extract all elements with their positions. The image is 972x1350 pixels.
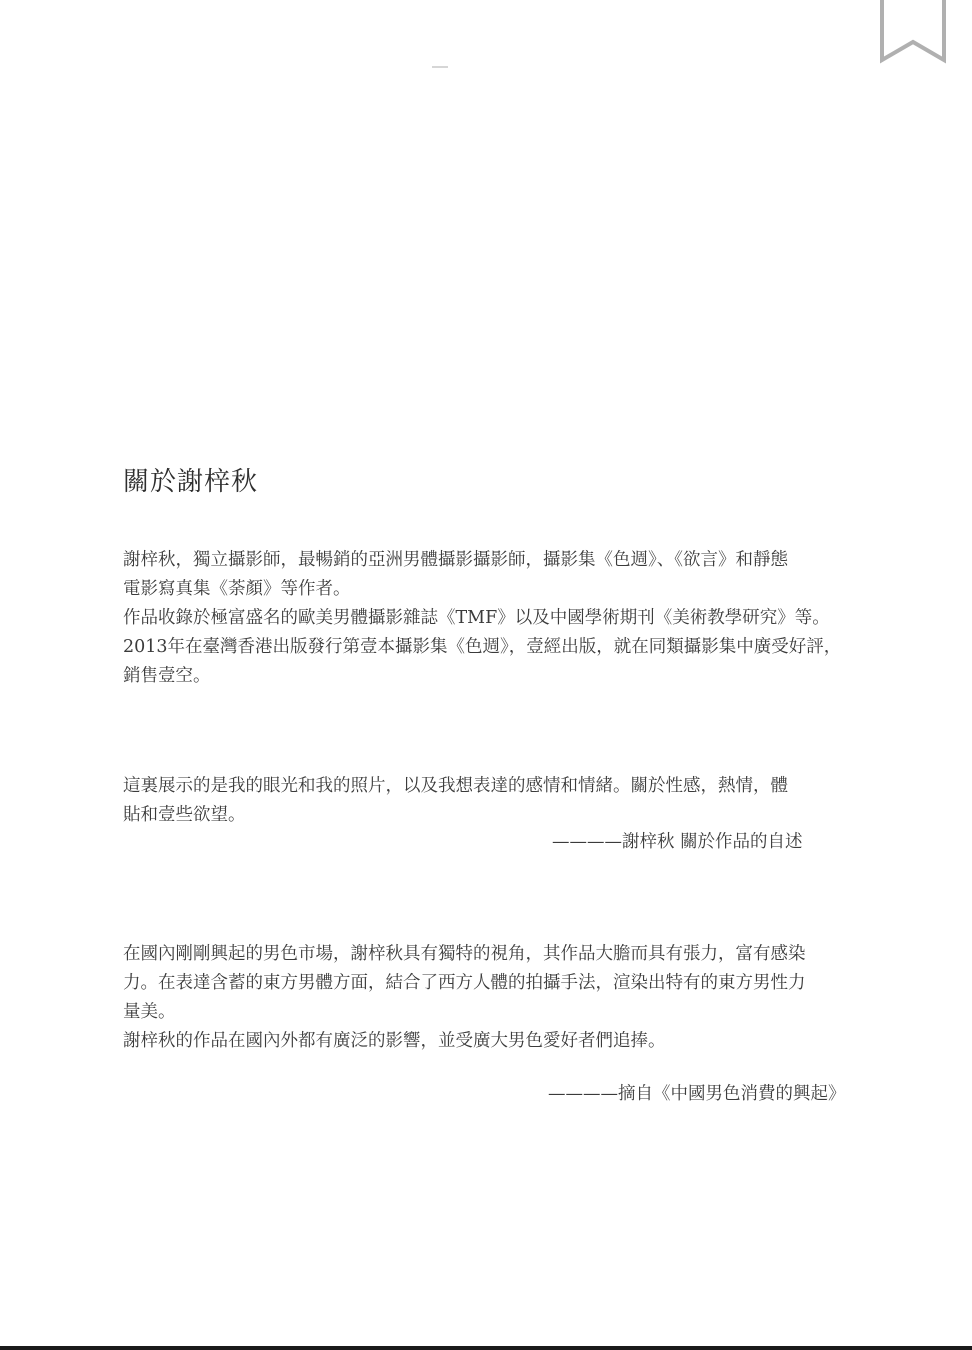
bio-paragraph: [123, 546, 851, 691]
bio-line: 2013年在臺灣香港出版發行第壹本攝影集《色週》，壹經出版，就在同類攝影集中廣受好評，: [123, 637, 842, 657]
page-title: 關於謝梓秋: [123, 467, 259, 497]
bookmark-icon[interactable]: [878, 0, 948, 64]
review-line: 在國內剛剛興起的男色市場，謝梓秋具有獨特的視角，其作品大膽而具有張力，富有感染: [123, 944, 806, 964]
review-attribution: ————摘自《中國男色消費的興起》: [548, 1084, 846, 1104]
review-line: 謝梓秋的作品在國內外都有廣泛的影響，並受廣大男色愛好者們追捧。: [123, 1031, 666, 1051]
decorative-mark: [432, 66, 448, 68]
review-paragraph: [123, 940, 851, 1056]
bio-line: 謝梓秋，獨立攝影師，最暢銷的亞洲男體攝影攝影師，攝影集《色週》、《欲言》和靜態: [123, 550, 788, 570]
quote-paragraph: [123, 772, 851, 830]
review-line: 量美。: [123, 1002, 176, 1022]
review-line: 力。在表達含蓄的東方男體方面，結合了西方人體的拍攝手法，渲染出特有的東方男性力: [123, 973, 806, 993]
bio-line: 作品收錄於極富盛名的歐美男體攝影雜誌《TMF》以及中國學術期刊《美術教學研究》等。: [123, 608, 830, 628]
bio-line: 銷售壹空。: [123, 666, 211, 686]
quote-line: 這裏展示的是我的眼光和我的照片，以及我想表達的感情和情緒。關於性感，熱情，體: [123, 776, 788, 796]
bottom-border: [0, 1346, 972, 1350]
quote-attribution: ————謝梓秋 關於作品的自述: [552, 832, 803, 852]
bio-line: 電影寫真集《荼顏》等作者。: [123, 579, 351, 599]
quote-line: 貼和壹些欲望。: [123, 805, 246, 825]
